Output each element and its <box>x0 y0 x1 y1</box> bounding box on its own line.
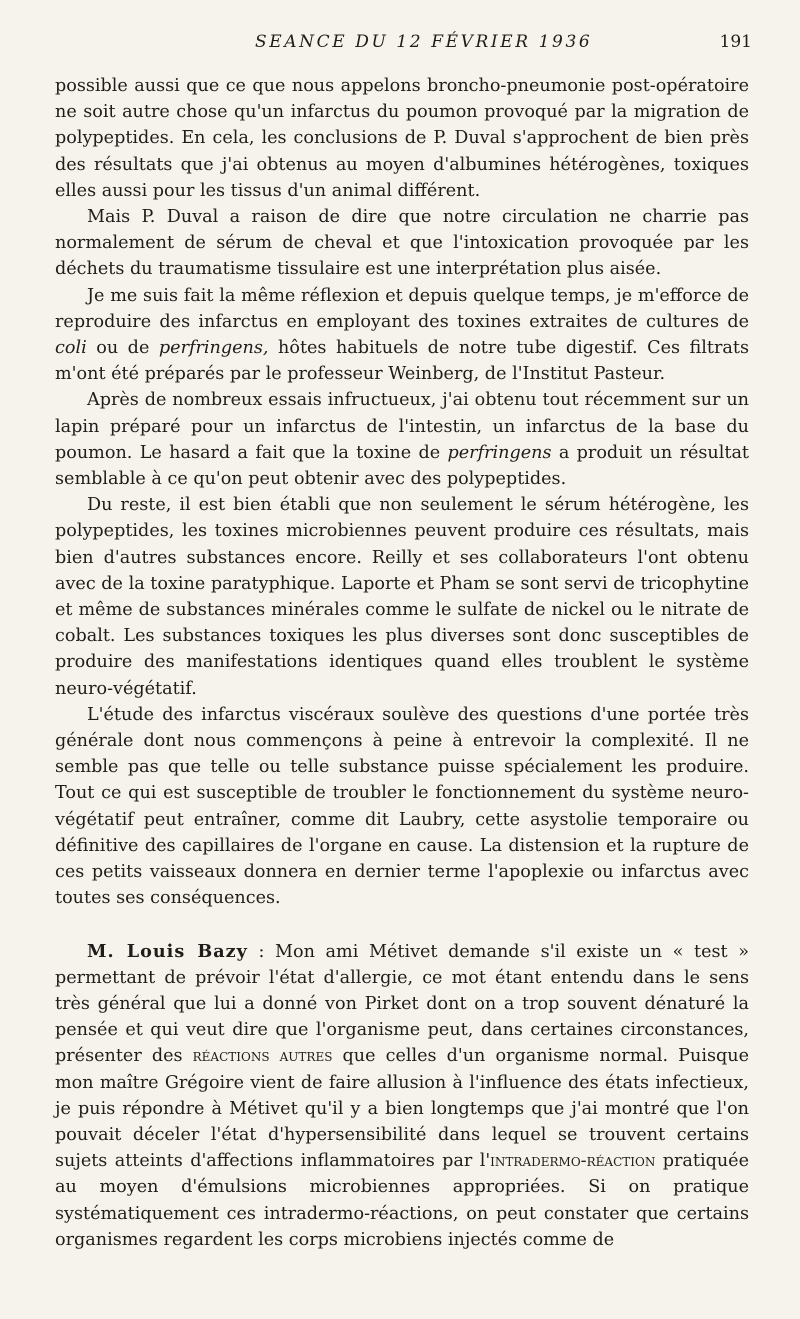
paragraph-6: L'étude des infarctus viscéraux soulève des questions d'une portée très générale dont nous commençons à peine à entrevoir la complexité. Il ne semble pas que telle ou telle substance puisse spécialement les produire. Tout ce qui est susceptible de troubler le fonctionnement du système neuro-végétatif peut entraîner, comme dit Laubry, cette asystolie temporaire ou définitive des capillaires de l'organe en cause. La distension et la rupture de ces petits vaisseaux donnera en dernier terme l'apoplexie ou infarctus avec toutes ses conséquences. <box>55 704 749 909</box>
paragraph-3-text-b: ou de <box>96 338 150 359</box>
page-number: 191 <box>719 32 752 52</box>
italic-term-perfringens-2: perfringens <box>447 442 552 463</box>
speaker-name: M. Louis Bazy <box>87 940 248 962</box>
paragraph-7-text-c: pratiquée au moyen d'émulsions microbiennes appropriées. Si on pratique systématiquement ces intradermo-réactions, on peut constater que certains organismes regardent les corps microbiens injectés comme de <box>55 1151 749 1250</box>
small-caps-term-reactions: réactions autres <box>192 1046 333 1067</box>
paragraph-4 <box>55 387 749 492</box>
paragraph-5: Du reste, il est bien établi que non seulement le sérum hétérogène, les polypeptides, les toxines microbiennes peuvent produire ces résultats, mais bien d'autres substances encore. Reilly et ses collaborateurs l'ont obtenu avec de la toxine paratyphique. Laporte et Pham se sont servi de tricophytine et même de substances minérales comme le sulfate de nickel ou le nitrate de cobalt. Les substances toxiques les plus diverses sont donc susceptibles de produire des manifestations identiques quand elles troublent le système neuro-végétatif. <box>55 495 749 699</box>
small-caps-term-intradermo: intradermo-réaction <box>490 1151 656 1172</box>
paragraph-7-text-b: que celles d'un organisme normal. Puisque mon maître Grégoire vient de faire allusion à l'influence des états infectieux, je puis répondre à Métivet qu'il y a bien longtemps que j'ai montré que l'on pouvait déceler l'état d'hypersensibilité dans lequel se trouvent certains sujets atteints d'affections inflammatoires par l' <box>55 1046 750 1172</box>
italic-term-coli: coli <box>55 338 87 359</box>
section-gap <box>55 912 749 939</box>
paragraph-7 <box>55 939 749 1253</box>
paragraph-1: possible aussi que ce que nous appelons broncho-pneumonie post-opératoire ne soit autre chose qu'un infarctus du poumon provoqué par la migration de polypeptides. En cela, les conclusions de P. Duval s'approchent de bien près des résultats que j'ai obtenus au moyen d'albumines hétérogènes, toxiques elles aussi pour les tissus d'un animal différent. <box>55 76 749 201</box>
paragraph-7-text-a: : Mon ami Métivet demande s'il existe un « test » permettant de prévoir l'état d'allergie, ce mot étant entendu dans le sens très général que lui a donné von Pirket dont on a trop souvent dénaturé la pensée et qui veut dire que l'organisme peut, dans certaines circonstances, présenter des <box>55 941 749 1067</box>
paragraph-3-text-c: hôtes habituels de notre tube digestif. Ces filtrats m'ont été préparés par le professeur Weinberg, de l'Institut Pasteur. <box>55 338 749 385</box>
paragraph-2: Mais P. Duval a raison de dire que notre circulation ne charrie pas normalement de sérum de cheval et que l'intoxication provoquée par les déchets du traumatisme tissulaire est une interprétation plus aisée. <box>55 207 749 280</box>
italic-term-perfringens: perfringens, <box>158 338 269 359</box>
paragraph-3-text-a: Je me suis fait la même réflexion et depuis quelque temps, je m'efforce de reproduire des infarctus en employant des toxines extraites de cultures de <box>55 285 749 332</box>
article-body <box>55 73 749 1253</box>
running-title: SEANCE DU 12 FÉVRIER 1936 <box>255 32 593 52</box>
paragraph-4-text-a: Après de nombreux essais infructueux, j'ai obtenu tout récemment sur un lapin préparé pour un infarctus de l'intestin, un infarctus de la base du poumon. Le hasard a fait que la toxine de <box>55 390 749 463</box>
paragraph-4-text-b: a produit un résultat semblable à ce qu'on peut obtenir avec des polypeptides. <box>55 442 750 490</box>
paragraph-3 <box>55 283 749 388</box>
page-header <box>55 32 752 58</box>
